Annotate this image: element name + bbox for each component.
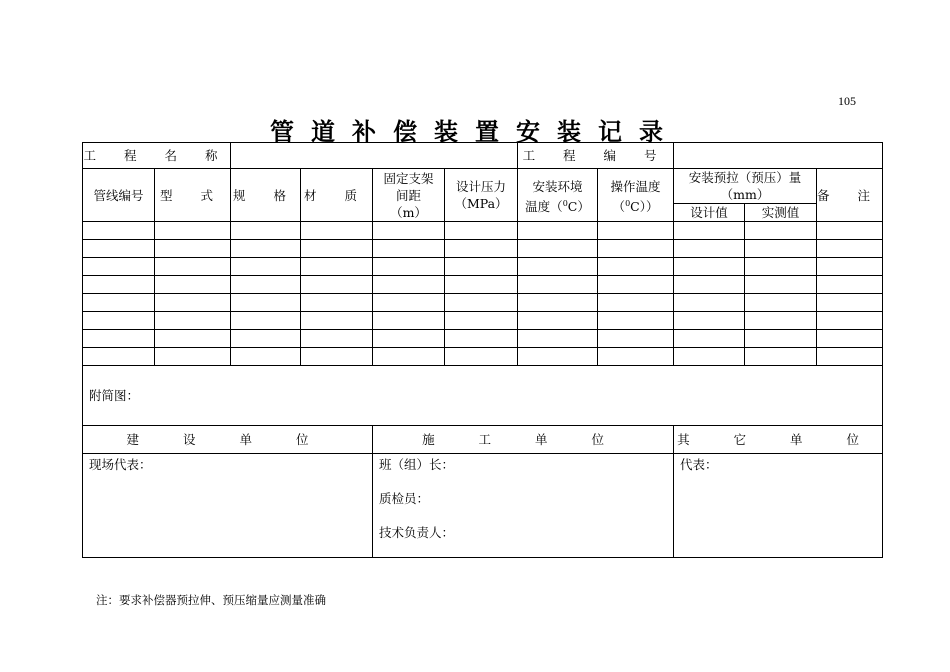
table-cell[interactable]	[373, 222, 445, 240]
table-cell[interactable]	[83, 348, 155, 366]
table-cell[interactable]	[373, 312, 445, 330]
table-cell[interactable]	[155, 330, 231, 348]
table-cell[interactable]	[674, 258, 745, 276]
table-row	[83, 240, 883, 258]
project-code-label: 工 程 编 号	[518, 143, 674, 169]
col-measured-value: 实测值	[745, 204, 817, 222]
table-cell[interactable]	[518, 294, 598, 312]
table-cell[interactable]	[817, 240, 883, 258]
table-cell[interactable]	[674, 240, 745, 258]
table-cell[interactable]	[598, 312, 674, 330]
record-table	[82, 142, 883, 558]
table-cell[interactable]	[817, 348, 883, 366]
inspector-label: 质检员：	[379, 491, 430, 506]
table-cell[interactable]	[745, 312, 817, 330]
table-cell[interactable]	[445, 312, 518, 330]
col-design-pressure	[445, 169, 518, 222]
col-install-temp-l1: 安装环境	[532, 179, 583, 194]
table-cell[interactable]	[373, 240, 445, 258]
table-cell[interactable]	[745, 222, 817, 240]
table-cell[interactable]	[518, 330, 598, 348]
col-fixed-support	[373, 169, 445, 222]
table-cell[interactable]	[817, 276, 883, 294]
col-spec: 规 格	[231, 169, 301, 222]
table-cell[interactable]	[83, 222, 155, 240]
table-cell[interactable]	[745, 294, 817, 312]
table-cell[interactable]	[83, 294, 155, 312]
team-leader-label: 班（组）长：	[379, 457, 455, 472]
table-cell[interactable]	[231, 330, 301, 348]
table-cell[interactable]	[155, 222, 231, 240]
table-cell[interactable]	[301, 330, 373, 348]
owner-signature-cell[interactable]	[83, 454, 373, 558]
col-type: 型 式	[155, 169, 231, 222]
table-cell[interactable]	[301, 294, 373, 312]
col-install-temp-l2: 温度（$^0$C）	[525, 199, 590, 215]
table-cell[interactable]	[598, 276, 674, 294]
table-cell[interactable]	[373, 330, 445, 348]
col-line-no: 管线编号	[83, 169, 155, 222]
table-row	[83, 222, 883, 240]
table-cell[interactable]	[155, 348, 231, 366]
table-cell[interactable]	[745, 276, 817, 294]
col-install-temp	[518, 169, 598, 222]
table-cell[interactable]	[445, 294, 518, 312]
table-cell[interactable]	[231, 258, 301, 276]
col-prestretch-l2: （mm）	[720, 187, 770, 202]
table-cell[interactable]	[598, 330, 674, 348]
table-cell[interactable]	[518, 240, 598, 258]
table-cell[interactable]	[745, 240, 817, 258]
col-prestretch-l1: 安装预拉（预压）量	[688, 170, 802, 185]
col-op-temp-l1: 操作温度	[610, 179, 661, 194]
table-cell[interactable]	[445, 348, 518, 366]
signature-row	[83, 454, 883, 558]
table-cell[interactable]	[817, 312, 883, 330]
table-cell[interactable]	[83, 258, 155, 276]
table-cell[interactable]	[301, 240, 373, 258]
table-cell[interactable]	[518, 312, 598, 330]
table-row	[83, 258, 883, 276]
footnote: 注：要求补偿器预拉伸、预压缩量应测量准确	[96, 593, 326, 607]
table-cell[interactable]	[155, 276, 231, 294]
table-cell[interactable]	[598, 222, 674, 240]
table-cell[interactable]	[518, 276, 598, 294]
table-cell[interactable]	[817, 330, 883, 348]
table-row	[83, 330, 883, 348]
table-cell[interactable]	[745, 258, 817, 276]
tech-lead-label: 技术负责人：	[379, 525, 455, 540]
table-cell[interactable]	[817, 258, 883, 276]
table-cell[interactable]	[231, 348, 301, 366]
table-cell[interactable]	[745, 330, 817, 348]
table-cell[interactable]	[445, 258, 518, 276]
table-cell[interactable]	[745, 348, 817, 366]
sketch-label: 附简图：	[89, 388, 140, 403]
table-cell[interactable]	[231, 312, 301, 330]
table-cell[interactable]	[83, 240, 155, 258]
table-cell[interactable]	[83, 312, 155, 330]
sketch-row	[83, 366, 883, 426]
table-cell[interactable]	[598, 348, 674, 366]
col-design-pressure-l2: （MPa）	[454, 196, 508, 211]
table-cell[interactable]	[155, 258, 231, 276]
column-header-row	[83, 169, 883, 204]
table-cell[interactable]	[231, 240, 301, 258]
project-name-field[interactable]	[231, 143, 518, 169]
col-remarks: 备 注	[817, 169, 883, 222]
table-cell[interactable]	[301, 276, 373, 294]
contractor-unit-label: 施 工 单 位	[373, 426, 674, 454]
table-cell[interactable]	[518, 222, 598, 240]
table-cell[interactable]	[83, 330, 155, 348]
table-cell[interactable]	[598, 240, 674, 258]
table-cell[interactable]	[674, 276, 745, 294]
table-cell[interactable]	[598, 294, 674, 312]
table-cell[interactable]	[83, 276, 155, 294]
other-rep-label: 代表：	[680, 457, 718, 472]
col-material: 材 质	[301, 169, 373, 222]
table-cell[interactable]	[373, 276, 445, 294]
table-cell[interactable]	[155, 312, 231, 330]
project-name-label: 工 程 名 称	[83, 143, 231, 169]
table-cell[interactable]	[301, 222, 373, 240]
table-row	[83, 348, 883, 366]
table-row	[83, 312, 883, 330]
page-title: 管道补偿装置安装记录	[270, 118, 680, 146]
col-prestretch	[674, 169, 817, 204]
units-row	[83, 426, 883, 454]
table-row	[83, 276, 883, 294]
table-cell[interactable]	[373, 348, 445, 366]
table-cell[interactable]	[231, 276, 301, 294]
contractor-signature-cell[interactable]	[373, 454, 674, 558]
table-cell[interactable]	[301, 312, 373, 330]
owner-unit-label: 建 设 单 位	[83, 426, 373, 454]
table-cell[interactable]	[817, 222, 883, 240]
project-header-row	[83, 143, 883, 169]
project-code-field[interactable]	[674, 143, 883, 169]
table-cell[interactable]	[674, 312, 745, 330]
other-unit-label: 其 它 单 位	[674, 426, 883, 454]
table-cell[interactable]	[301, 258, 373, 276]
table-cell[interactable]	[817, 294, 883, 312]
table-cell[interactable]	[155, 240, 231, 258]
owner-rep-label: 现场代表：	[89, 457, 152, 472]
table-cell[interactable]	[445, 276, 518, 294]
table-cell[interactable]	[301, 348, 373, 366]
table-cell[interactable]	[674, 294, 745, 312]
col-op-temp-l2: （$^0$C））	[612, 199, 659, 215]
table-cell[interactable]	[373, 258, 445, 276]
table-cell[interactable]	[373, 294, 445, 312]
table-row	[83, 294, 883, 312]
table-cell[interactable]	[231, 222, 301, 240]
table-cell[interactable]	[674, 222, 745, 240]
col-design-pressure-l1: 设计压力	[456, 179, 507, 194]
other-signature-cell[interactable]	[674, 454, 883, 558]
col-op-temp	[598, 169, 674, 222]
table-cell[interactable]	[445, 222, 518, 240]
table-cell[interactable]	[231, 294, 301, 312]
col-fixed-support-l2: 间距	[396, 187, 422, 203]
col-design-value: 设计值	[674, 204, 745, 222]
table-cell[interactable]	[674, 348, 745, 366]
table-cell[interactable]	[598, 258, 674, 276]
table-cell[interactable]	[518, 258, 598, 276]
sketch-area[interactable]	[83, 366, 883, 426]
col-fixed-support-l3: （m）	[390, 204, 427, 220]
table-cell[interactable]	[674, 330, 745, 348]
col-fixed-support-l1: 固定支架	[383, 170, 434, 186]
page-number: 105	[838, 94, 856, 108]
table-cell[interactable]	[445, 240, 518, 258]
table-cell[interactable]	[445, 330, 518, 348]
table-cell[interactable]	[518, 348, 598, 366]
table-cell[interactable]	[155, 294, 231, 312]
